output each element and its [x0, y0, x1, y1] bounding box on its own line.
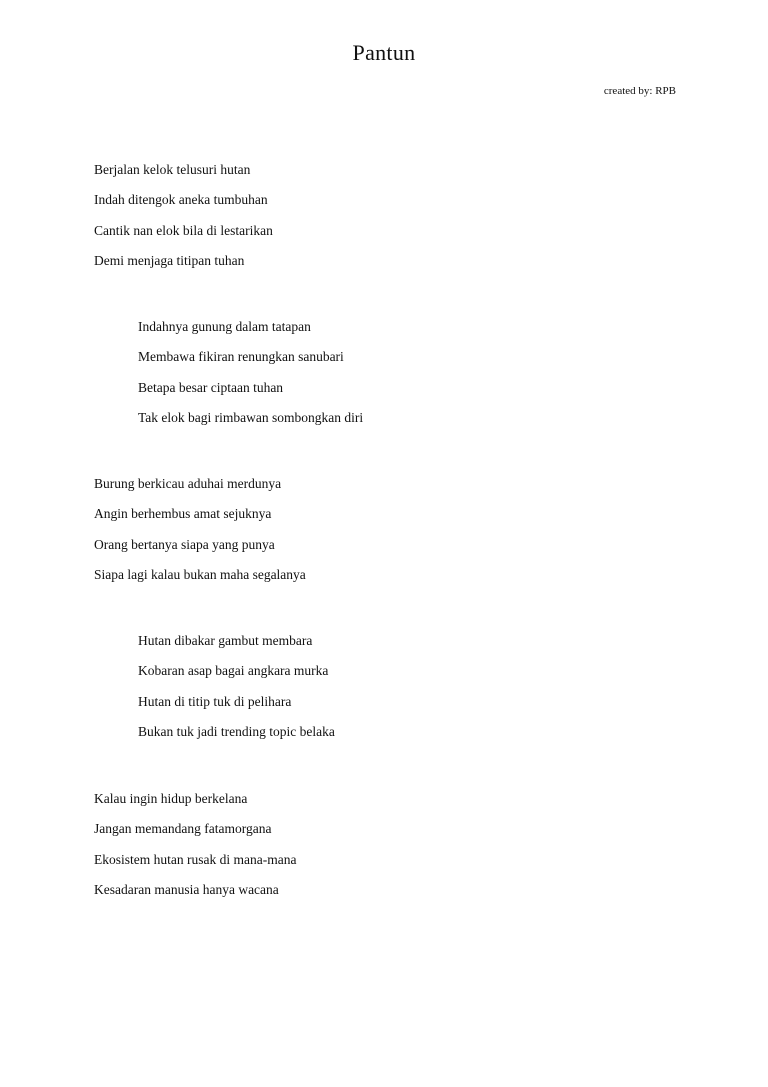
poem-line: Indahnya gunung dalam tatapan: [138, 319, 311, 334]
poem-line: Berjalan kelok telusuri hutan: [94, 162, 251, 177]
poem-line: Bukan tuk jadi trending topic belaka: [138, 723, 335, 739]
stanza-4: [138, 626, 335, 747]
poem-line: Kobaran asap bagai angkara murka: [138, 663, 329, 679]
author-byline: created by: RPB: [603, 85, 676, 97]
poem-line: Jangan memandang fatamorgana: [94, 821, 272, 837]
stanza-1: [94, 155, 273, 276]
poem-line: Ekosistem hutan rusak di mana-mana: [94, 851, 297, 867]
poem-line: Burung berkicau aduhai merdunya: [94, 476, 282, 491]
poem-line: Demi menjaga titipan tuhan: [94, 252, 245, 268]
stanza-5: [94, 784, 296, 905]
stanza-3: [94, 469, 306, 590]
poem-line: Cantik nan elok bila di lestarikan: [94, 222, 273, 238]
poem-line: Hutan di titip tuk di pelihara: [138, 693, 292, 709]
poem-line: Siapa lagi kalau bukan maha segalanya: [94, 566, 306, 582]
poem-line: Hutan dibakar gambut membara: [138, 633, 313, 648]
poem-line: Tak elok bagi rimbawan sombongkan diri: [138, 409, 364, 425]
poem-line: Membawa fikiran renungkan sanubari: [138, 349, 344, 365]
poem-line: Kalau ingin hidup berkelana: [94, 791, 248, 806]
poem-line: Indah ditengok aneka tumbuhan: [94, 192, 268, 208]
page-title: Pantun: [352, 40, 416, 65]
stanza-2: [138, 312, 363, 433]
poem-line: Betapa besar ciptaan tuhan: [138, 379, 284, 395]
poem-line: Angin berhembus amat sejuknya: [94, 506, 272, 522]
poem-line: Orang bertanya siapa yang punya: [94, 536, 275, 552]
poem-line: Kesadaran manusia hanya wacana: [94, 881, 279, 897]
